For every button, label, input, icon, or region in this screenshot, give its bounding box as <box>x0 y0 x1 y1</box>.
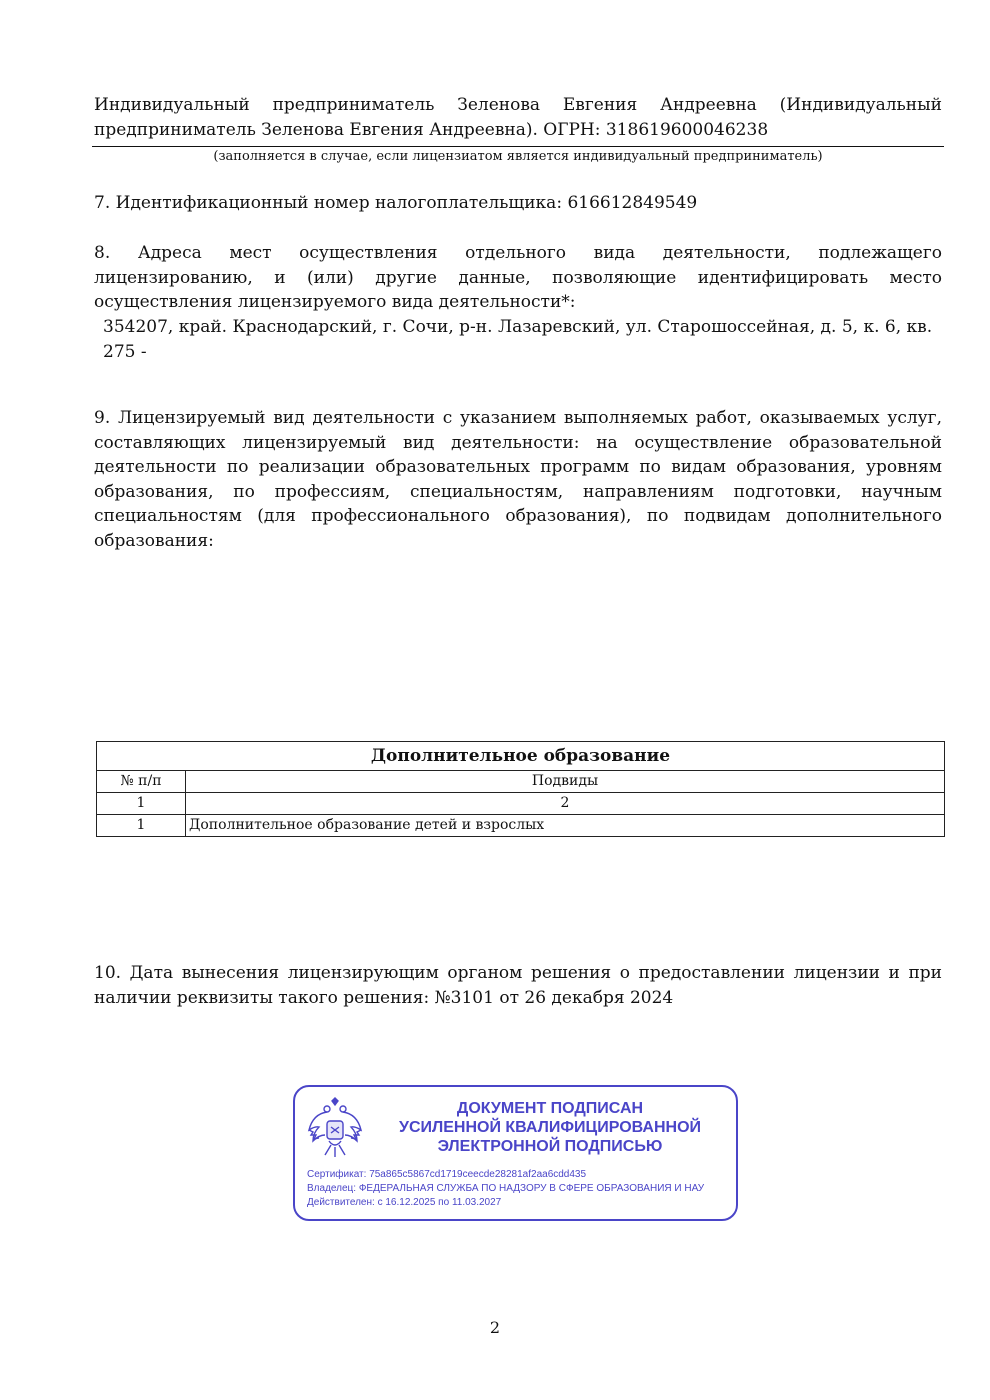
stamp-certificate <box>307 1169 733 1181</box>
additional-education-table <box>96 741 945 837</box>
stamp-heading-line: УСИЛЕННОЙ КВАЛИФИЦИРОВАННОЙ <box>398 1119 702 1136</box>
stamp-heading-line: ЭЛЕКТРОННОЙ ПОДПИСЬЮ <box>437 1138 663 1155</box>
holder-caption: (заполняется в случае, если лицензиатом является индивидуальный предприниматель) <box>213 149 823 164</box>
stamp-heading <box>385 1099 715 1156</box>
index-row-cell: 1 <box>97 793 186 815</box>
table-title: Дополнительное образование <box>97 742 945 771</box>
certificate-label: Сертификат: <box>307 1169 367 1180</box>
certificate-value: 75a865c5867cd1719ceecde28281af2aa6cdd435 <box>369 1169 587 1180</box>
coat-of-arms-icon <box>307 1097 363 1161</box>
electronic-signature-stamp <box>293 1085 738 1221</box>
section-9-text: 9. Лицензируемый вид деятельности с указанием выполняемых работ, оказываемых услуг, составляющих лицензируемый вид деятельности: на осуществление образовательной деятельности по реализации образовательных программ по видам образования, уровням образования, по профессиям, специальностям, направлениям подготовки, научным специальностям (для профессионального образования), по подвидам дополнительного образования: <box>94 408 942 551</box>
license-holder-text: Индивидуальный предприниматель Зеленова Евгения Андреевна (Индивидуальный предприниматель Зеленова Евгения Андреевна). ОГРН: 318619600046238 <box>94 95 942 140</box>
table-row <box>97 815 945 837</box>
validity-label: Действителен: <box>307 1197 375 1208</box>
section-10-text: 10. Дата вынесения лицензирующим органом решения о предоставлении лицензии и при наличии реквизиты такого решения: №3101 от 26 декабря 2024 <box>94 963 942 1008</box>
section-8-heading: 8. Адреса мест осуществления отдельного вида деятельности, подлежащего лицензированию, и (или) другие данные, позволяющие идентифицировать место осуществления лицензируемого вида деятельности*: <box>94 243 942 312</box>
column-header-number: № п/п <box>97 771 186 793</box>
holder-underline <box>92 146 944 147</box>
section-7-inn: 7. Идентификационный номер налогоплательщика: 616612849549 <box>94 193 698 213</box>
stamp-owner <box>307 1183 733 1195</box>
stamp-heading-line: ДОКУМЕНТ ПОДПИСАН <box>456 1100 644 1117</box>
validity-value: с 16.12.2025 по 11.03.2027 <box>377 1197 502 1208</box>
column-header-subtypes: Подвиды <box>186 771 945 793</box>
owner-value: ФЕДЕРАЛЬНАЯ СЛУЖБА ПО НАДЗОРУ В СФЕРЕ ОБРАЗОВАНИЯ И НАУ <box>358 1183 705 1194</box>
section-8-address: 354207, край. Краснодарский, г. Сочи, р-н. Лазаревский, ул. Старошоссейная, д. 5, к. 6, кв. 275 - <box>103 317 933 362</box>
index-row-cell: 2 <box>186 793 945 815</box>
owner-label: Владелец: <box>307 1183 357 1194</box>
stamp-validity <box>307 1197 733 1209</box>
row-subtype: Дополнительное образование детей и взрослых <box>186 815 945 837</box>
page-number: 2 <box>489 1318 501 1337</box>
row-number: 1 <box>97 815 186 837</box>
